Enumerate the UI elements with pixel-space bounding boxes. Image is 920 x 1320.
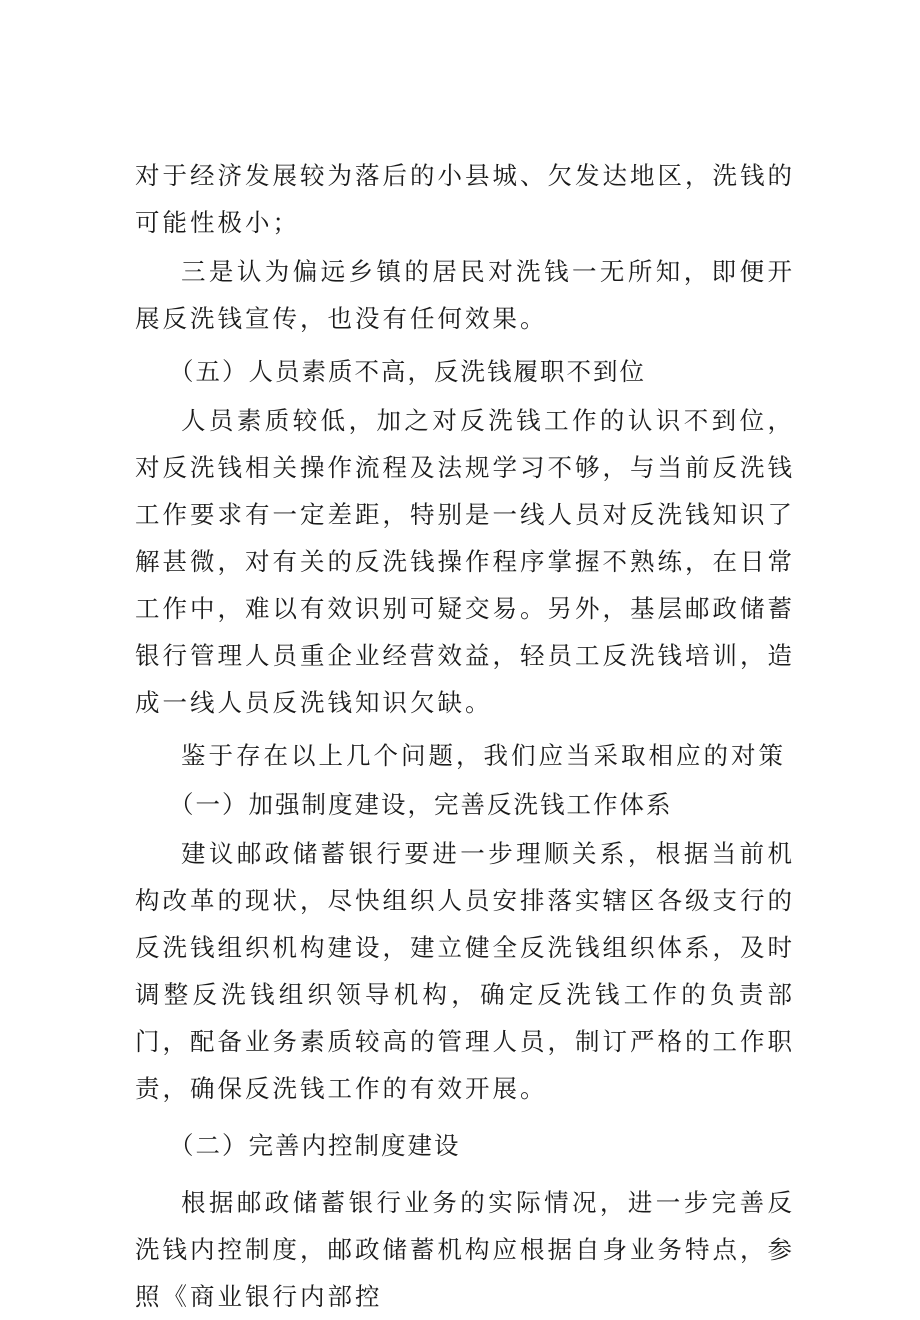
paragraph-staff-quality: 人员素质较低，加之对反洗钱工作的认识不到位，对反洗钱相关操作流程及法规学习不够，与当前反洗钱工作要求有一定差距，特别是一线人员对反洗钱知识了解甚微，对有关的反洗钱操作程序掌握不熟练，在日常工作中，难以有效识别可疑交易。另外，基层邮政储蓄银行管理人员重企业经营效益，轻员工反洗钱培训，造成一线人员反洗钱知识欠缺。 xyxy=(135,406,795,717)
paragraph-system-building: 建议邮政储蓄银行要进一步理顺关系，根据当前机构改革的现状，尽快组织人员安排落实辖区各级支行的反洗钱组织机构建设，建立健全反洗钱组织体系，及时调整反洗钱组织领导机构，确定反洗钱工作的负责部门，配备业务素质较高的管理人员，制订严格的工作职责，确保反洗钱工作的有效开展。 xyxy=(135,839,795,1103)
section-heading-two: （二）完善内控制度建设 xyxy=(169,1131,461,1160)
document-body xyxy=(135,152,795,1320)
paragraph-third-view: 三是认为偏远乡镇的居民对洗钱一无所知，即便开展反洗钱宣传，也没有任何效果。 xyxy=(135,257,795,333)
section-heading-five: （五）人员素质不高，反洗钱履职不到位 xyxy=(169,357,646,386)
paragraph-internal-control: 根据邮政储蓄银行业务的实际情况，进一步完善反洗钱内控制度，邮政储蓄机构应根据自身业务特点，参照《商业银行内部控 xyxy=(135,1188,795,1311)
paragraph-continuation: 对于经济发展较为落后的小县城、欠发达地区，洗钱的可能性极小； xyxy=(135,161,795,237)
paragraph-countermeasures-intro: 鉴于存在以上几个问题，我们应当采取相应的对策 xyxy=(181,741,786,770)
section-heading-one: （一）加强制度建设，完善反洗钱工作体系 xyxy=(169,790,673,819)
